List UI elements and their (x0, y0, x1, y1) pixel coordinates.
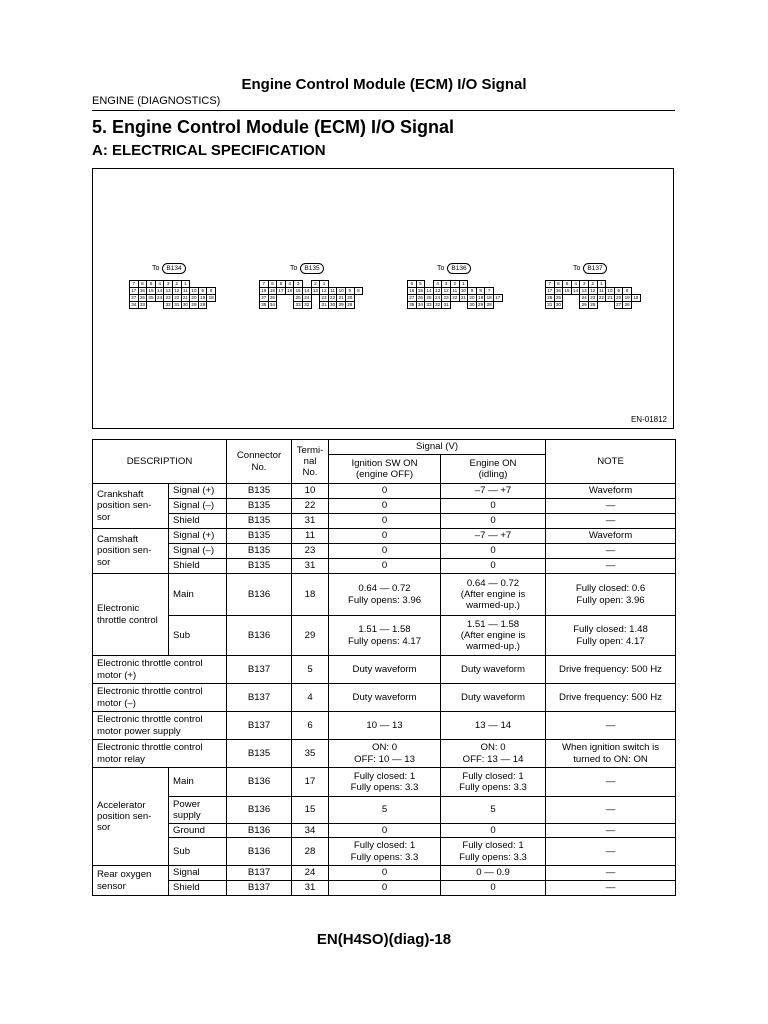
ignition-value-cell: 0 (329, 484, 441, 499)
connector-cell: B136 (227, 768, 292, 797)
terminal-cell: 18 (292, 574, 329, 616)
terminal-cell: 10 (292, 484, 329, 499)
connector-pin: 23 (319, 294, 329, 302)
connector-pin: 9 (345, 287, 355, 295)
header-ignition-sw-on: Ignition SW ON (engine OFF) (329, 455, 441, 484)
description-cell: Crankshaft position sen- sor (93, 484, 169, 529)
connector-pin: 31 (545, 301, 555, 309)
connector-pin: 22 (172, 294, 182, 302)
note-cell: — (546, 866, 676, 881)
connector-pin: 31 (172, 301, 182, 309)
terminal-cell: 15 (292, 797, 329, 824)
note-cell: — (546, 838, 676, 866)
io-signal-table (92, 439, 676, 896)
connector-pin: 2 (450, 280, 460, 288)
connector-diagram (92, 168, 674, 429)
engine-value-cell: Duty waveform (441, 656, 546, 684)
connector-pin: 12 (441, 287, 451, 295)
ignition-value-cell: Fully closed: 1 Fully opens: 3.3 (329, 768, 441, 797)
connector-pin: 33 (424, 301, 434, 309)
connector-pin: 21 (605, 294, 615, 302)
table-row (93, 616, 676, 656)
section-title: 5. Engine Control Module (ECM) I/O Signal (92, 117, 454, 137)
connector-pin: 16 (554, 287, 564, 295)
connector-pin: 34 (129, 301, 139, 309)
connector-pin: 24 (155, 294, 165, 302)
connector-pin: 13 (433, 287, 443, 295)
connector-pin: 30 (328, 301, 338, 309)
connector-pin: 2 (588, 280, 598, 288)
engine-value-cell: 0 (441, 544, 546, 559)
description-cell: Accelerator position sen- sor (93, 768, 169, 866)
connector-pin: 35 (407, 301, 417, 309)
connector-pin: 32 (302, 301, 312, 309)
connector-pin: 12 (588, 287, 598, 295)
ignition-value-cell: Fully closed: 1 Fully opens: 3.3 (329, 838, 441, 866)
connector-pin: 33 (293, 301, 303, 309)
connector-cell: B137 (227, 656, 292, 684)
connector-pin: 26 (622, 301, 632, 309)
page-number: EN(H4SO)(diag)-18 (316, 931, 452, 948)
sub-title: A: ELECTRICAL SPECIFICATION (92, 142, 326, 159)
ignition-value-cell: Duty waveform (329, 684, 441, 712)
connector-pin: 19 (476, 294, 486, 302)
connector-to-text: To (290, 264, 298, 272)
connector-pin: 29 (579, 301, 589, 309)
connector-pin: 13 (163, 287, 173, 295)
description-cell: Electronic throttle control motor relay (93, 740, 227, 768)
connector-pin: 7 (129, 280, 139, 288)
header-connector: Connector No. (227, 440, 292, 484)
ignition-value-cell: 0.64 — 0.72 Fully opens: 3.96 (329, 574, 441, 616)
connector-pin: 18 (268, 287, 278, 295)
connector-pin: 30 (467, 301, 477, 309)
connector-pin: 18 (484, 294, 494, 302)
note-cell: Drive frequency: 500 Hz (546, 684, 676, 712)
engine-value-cell: 0 (441, 559, 546, 574)
connector-pin: 30 (181, 301, 191, 309)
connector-pin: 5 (416, 280, 426, 288)
connector-label (152, 262, 186, 274)
engine-value-cell: Fully closed: 1 Fully opens: 3.3 (441, 768, 546, 797)
terminal-cell: 24 (292, 866, 329, 881)
connector-cell: B136 (227, 824, 292, 838)
connector-pin: 20 (345, 294, 355, 302)
connector-pin: 21 (459, 294, 469, 302)
connector-pin: 4 (285, 280, 295, 288)
description-cell: Rear oxygen sensor (93, 866, 169, 896)
connector-pin: 25 (146, 294, 156, 302)
engine-value-cell: 13 — 14 (441, 712, 546, 740)
connector-pin: 14 (571, 287, 581, 295)
header-terminal: Termi- nal No. (292, 440, 329, 484)
connector-pin: 14 (424, 287, 434, 295)
connector-pin: 14 (302, 287, 312, 295)
note-cell: — (546, 559, 676, 574)
connector-pin: 10 (336, 287, 346, 295)
connector-pin: 17 (276, 287, 286, 295)
connector-pin: 20 (467, 294, 477, 302)
connector-pin: 27 (259, 294, 269, 302)
connector-pin: 3 (163, 280, 173, 288)
table-row (93, 559, 676, 574)
connector-pin: 8 (206, 287, 216, 295)
connector-pin: 17 (545, 287, 555, 295)
sub-description-cell: Power supply (169, 797, 227, 824)
engine-value-cell: Fully closed: 1 Fully opens: 3.3 (441, 838, 546, 866)
connector-pin: 8 (476, 287, 486, 295)
note-cell: — (546, 797, 676, 824)
connector-pin: 27 (614, 301, 624, 309)
note-cell: — (546, 544, 676, 559)
table-row (93, 740, 676, 768)
table-row (93, 838, 676, 866)
header-note: NOTE (546, 440, 676, 484)
ignition-value-cell: 0 (329, 529, 441, 544)
engine-value-cell: –7 — +7 (441, 529, 546, 544)
connector-cell: B137 (227, 712, 292, 740)
table-row (93, 544, 676, 559)
engine-value-cell: –7 — +7 (441, 484, 546, 499)
connector-pin: 31 (441, 301, 451, 309)
connector-pin: 20 (189, 294, 199, 302)
connector-pin: 7 (545, 280, 555, 288)
connector-pin: 15 (416, 287, 426, 295)
sub-description-cell: Signal (–) (169, 499, 227, 514)
connector-label (290, 262, 324, 274)
engine-value-cell: 1.51 — 1.58 (After engine is warmed-up.) (441, 616, 546, 656)
connector-pin: 28 (588, 301, 598, 309)
note-cell: When ignition switch is turned to ON: ON (546, 740, 676, 768)
connector-pin: 9 (614, 287, 624, 295)
terminal-cell: 29 (292, 616, 329, 656)
connector-pin: 25 (424, 294, 434, 302)
connector-pin: 15 (293, 287, 303, 295)
table-row (93, 529, 676, 544)
connector-pin: 22 (450, 294, 460, 302)
connector-pin: 16 (407, 287, 417, 295)
header-divider (92, 110, 675, 111)
connector-pin: 28 (198, 301, 208, 309)
ignition-value-cell: 0 (329, 499, 441, 514)
connector-cell: B135 (227, 559, 292, 574)
connector-pin: 35 (259, 301, 269, 309)
connector-pin: 23 (441, 294, 451, 302)
sub-description-cell: Main (169, 574, 227, 616)
connector-cell: B135 (227, 529, 292, 544)
note-cell: — (546, 824, 676, 838)
connector-pin: 21 (181, 294, 191, 302)
table-row (93, 824, 676, 838)
connector-pin: 29 (476, 301, 486, 309)
terminal-cell: 28 (292, 838, 329, 866)
connector-pin: 15 (146, 287, 156, 295)
connector-pin: 32 (163, 301, 173, 309)
connector-pin: 4 (155, 280, 165, 288)
note-cell: — (546, 881, 676, 896)
sub-description-cell: Signal (–) (169, 544, 227, 559)
engine-value-cell: 0.64 — 0.72 (After engine is warmed-up.) (441, 574, 546, 616)
engine-value-cell: 0 (441, 499, 546, 514)
connector-pin: 2 (172, 280, 182, 288)
connector-pin: 5 (146, 280, 156, 288)
connector-pin: 32 (433, 301, 443, 309)
connector-pin: 1 (459, 280, 469, 288)
terminal-cell: 22 (292, 499, 329, 514)
connector-to-text: To (437, 264, 445, 272)
connector-pin: 23 (588, 294, 598, 302)
table-row (93, 684, 676, 712)
terminal-cell: 31 (292, 559, 329, 574)
ignition-value-cell: 0 (329, 866, 441, 881)
connector-cell: B136 (227, 838, 292, 866)
note-cell: Waveform (546, 484, 676, 499)
connector-pin: 24 (433, 294, 443, 302)
connector-pin: 18 (206, 294, 216, 302)
terminal-cell: 17 (292, 768, 329, 797)
ignition-value-cell: 0 (329, 824, 441, 838)
ignition-value-cell: 10 — 13 (329, 712, 441, 740)
connector-pin: 13 (579, 287, 589, 295)
connector-pin: 9 (198, 287, 208, 295)
header-signal: Signal (V) (329, 440, 546, 455)
sub-description-cell: Shield (169, 514, 227, 529)
connector-pin: 7 (484, 287, 494, 295)
table-row (93, 881, 676, 896)
table-row (93, 514, 676, 529)
connector-pin: 12 (172, 287, 182, 295)
sub-description-cell: Ground (169, 824, 227, 838)
connector-pin: 25 (293, 294, 303, 302)
note-cell: Waveform (546, 529, 676, 544)
note-cell: Drive frequency: 500 Hz (546, 656, 676, 684)
terminal-cell: 31 (292, 514, 329, 529)
connector-pin: 2 (311, 280, 321, 288)
ignition-value-cell: 0 (329, 514, 441, 529)
connector-pin: 4 (433, 280, 443, 288)
description-cell: Electronic throttle control motor (–) (93, 684, 227, 712)
note-cell: Fully closed: 1.48 Fully open: 4.17 (546, 616, 676, 656)
connector-pin: 10 (605, 287, 615, 295)
connector-pin: 28 (345, 301, 355, 309)
description-cell: Electronic throttle control motor (+) (93, 656, 227, 684)
table-row (93, 574, 676, 616)
connector-cell: B136 (227, 574, 292, 616)
connector-pin: 12 (319, 287, 329, 295)
table-row (93, 656, 676, 684)
sub-description-cell: Main (169, 768, 227, 797)
connector-pin: 26 (268, 294, 278, 302)
connector-pin: 27 (407, 294, 417, 302)
description-cell: Electronic throttle control motor power supply (93, 712, 227, 740)
connector-cell: B135 (227, 484, 292, 499)
connector-pin: 13 (311, 287, 321, 295)
connector-label (437, 262, 471, 274)
connector-cell: B135 (227, 740, 292, 768)
connector-pin: 22 (328, 294, 338, 302)
sub-description-cell: Shield (169, 559, 227, 574)
terminal-cell: 23 (292, 544, 329, 559)
connector-pin: 16 (138, 287, 148, 295)
connector-pin: 19 (198, 294, 208, 302)
connector-pin: 11 (181, 287, 191, 295)
connector-pin: 11 (597, 287, 607, 295)
connector-pin: 5 (276, 280, 286, 288)
connector-pin: 4 (571, 280, 581, 288)
connector-pin: 1 (181, 280, 191, 288)
connector-pin: 26 (138, 294, 148, 302)
connector-pin: 24 (579, 294, 589, 302)
sub-description-cell: Signal (169, 866, 227, 881)
connector-pin: 3 (293, 280, 303, 288)
ignition-value-cell: 0 (329, 559, 441, 574)
terminal-cell: 4 (292, 684, 329, 712)
description-cell: Electronic throttle control (93, 574, 169, 656)
connector-pin: 8 (354, 287, 364, 295)
connector-pin: 11 (328, 287, 338, 295)
sub-description-cell: Shield (169, 881, 227, 896)
connector-cell: B135 (227, 499, 292, 514)
connector-pin: 34 (416, 301, 426, 309)
connector-pin: 18 (631, 294, 641, 302)
connector-cell: B137 (227, 866, 292, 881)
connector-pin: 17 (493, 294, 503, 302)
connector-cell: B137 (227, 881, 292, 896)
connector-pin: 14 (155, 287, 165, 295)
connector-pin: 17 (129, 287, 139, 295)
terminal-cell: 11 (292, 529, 329, 544)
connector-pin: 21 (336, 294, 346, 302)
note-cell: — (546, 499, 676, 514)
connector-pin: 15 (562, 287, 572, 295)
header-engine-on: Engine ON (idling) (441, 455, 546, 484)
connector-pin: 27 (129, 294, 139, 302)
note-cell: — (546, 514, 676, 529)
connector-pin: 11 (450, 287, 460, 295)
connector-pin: 6 (138, 280, 148, 288)
table-row (93, 768, 676, 797)
ignition-value-cell: 5 (329, 797, 441, 824)
connector-pin: 22 (597, 294, 607, 302)
connector-pin: 33 (138, 301, 148, 309)
connector-pin: 19 (622, 294, 632, 302)
table-row (93, 866, 676, 881)
connector-cell: B137 (227, 684, 292, 712)
connector-pin: 1 (597, 280, 607, 288)
header-description: DESCRIPTION (93, 440, 227, 484)
connector-to-text: To (152, 264, 160, 272)
connector-pin: 1 (319, 280, 329, 288)
ignition-value-cell: ON: 0 OFF: 10 — 13 (329, 740, 441, 768)
connector-pin: 10 (189, 287, 199, 295)
connector-pin: 31 (319, 301, 329, 309)
engine-value-cell: 0 (441, 881, 546, 896)
connector-pin: 28 (484, 301, 494, 309)
terminal-cell: 31 (292, 881, 329, 896)
connector-label (573, 262, 607, 274)
diagram-code: EN-01812 (630, 415, 667, 424)
ignition-value-cell: 0 (329, 544, 441, 559)
connector-pin: 30 (554, 301, 564, 309)
note-cell: — (546, 712, 676, 740)
connector-pin: 8 (622, 287, 632, 295)
table-row (93, 484, 676, 499)
table-row (93, 797, 676, 824)
sub-description-cell: Sub (169, 838, 227, 866)
connector-cell: B136 (227, 616, 292, 656)
connector-pin: 7 (259, 280, 269, 288)
terminal-cell: 5 (292, 656, 329, 684)
section-label: ENGINE (DIAGNOSTICS) (92, 95, 221, 107)
connector-id-badge: B134 (162, 263, 185, 274)
sub-description-cell: Signal (+) (169, 484, 227, 499)
connector-pin: 3 (441, 280, 451, 288)
table-row (93, 499, 676, 514)
engine-value-cell: ON: 0 OFF: 13 — 14 (441, 740, 546, 768)
sub-description-cell: Signal (+) (169, 529, 227, 544)
connector-pin: 9 (467, 287, 477, 295)
terminal-cell: 35 (292, 740, 329, 768)
connector-cell: B135 (227, 514, 292, 529)
engine-value-cell: 5 (441, 797, 546, 824)
connector-pin: 34 (268, 301, 278, 309)
ignition-value-cell: Duty waveform (329, 656, 441, 684)
connector-pin: 29 (189, 301, 199, 309)
ignition-value-cell: 0 (329, 881, 441, 896)
engine-value-cell: 0 (441, 824, 546, 838)
table-row (93, 712, 676, 740)
description-cell: Camshaft position sen- sor (93, 529, 169, 574)
ignition-value-cell: 1.51 — 1.58 Fully opens: 4.17 (329, 616, 441, 656)
note-cell: — (546, 768, 676, 797)
connector-pin: 25 (554, 294, 564, 302)
connector-pin: 3 (579, 280, 589, 288)
sub-description-cell: Sub (169, 616, 227, 656)
connector-pin: 20 (614, 294, 624, 302)
connector-pin: 26 (416, 294, 426, 302)
connector-pin: 5 (562, 280, 572, 288)
connector-pin: 10 (459, 287, 469, 295)
page-header-title: Engine Control Module (ECM) I/O Signal (241, 76, 527, 93)
connector-id-badge: B136 (447, 263, 470, 274)
connector-pin: 24 (302, 294, 312, 302)
engine-value-cell: 0 (441, 514, 546, 529)
connector-pin: 6 (407, 280, 417, 288)
connector-pin: 6 (554, 280, 564, 288)
connector-id-badge: B135 (300, 263, 323, 274)
connector-pin: 6 (268, 280, 278, 288)
connector-id-badge: B137 (583, 263, 606, 274)
connector-pin: 23 (163, 294, 173, 302)
terminal-cell: 34 (292, 824, 329, 838)
connector-pin: 26 (545, 294, 555, 302)
connector-pin: 16 (285, 287, 295, 295)
connector-to-text: To (573, 264, 581, 272)
engine-value-cell: Duty waveform (441, 684, 546, 712)
terminal-cell: 6 (292, 712, 329, 740)
connector-pin: 29 (336, 301, 346, 309)
note-cell: Fully closed: 0.6 Fully open: 3.96 (546, 574, 676, 616)
connector-cell: B135 (227, 544, 292, 559)
connector-pin: 19 (259, 287, 269, 295)
engine-value-cell: 0 — 0.9 (441, 866, 546, 881)
connector-cell: B136 (227, 797, 292, 824)
